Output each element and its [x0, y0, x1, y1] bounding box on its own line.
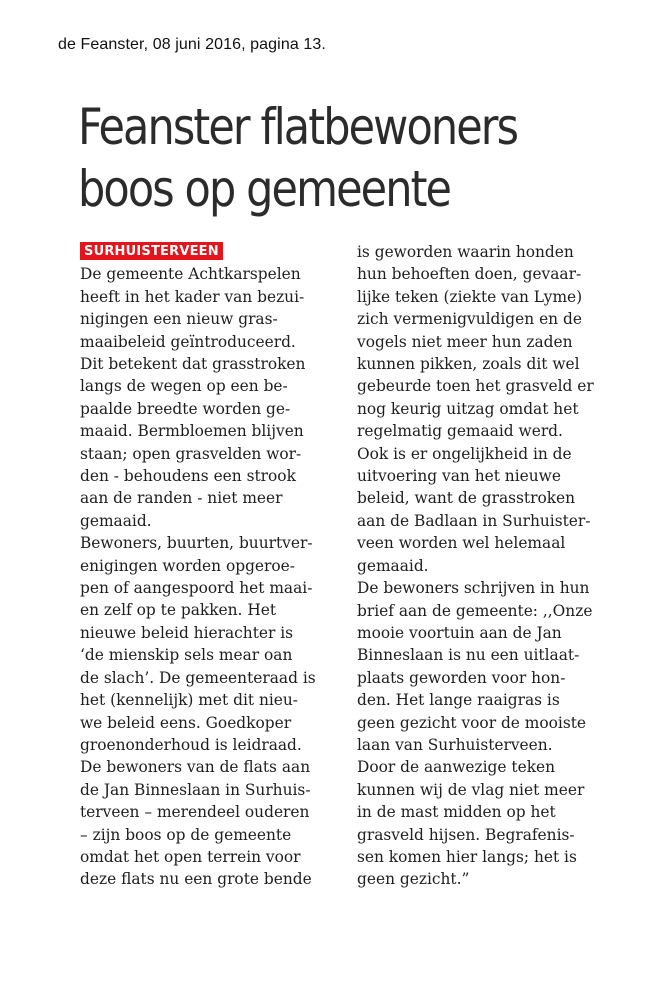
text-line: Binneslaan is nu een uitlaat-: [357, 646, 580, 665]
text-line: omdat het open terrein voor: [80, 847, 301, 866]
text-line: nog keurig uitzag omdat het: [357, 399, 579, 418]
text-line: terveen – merendeel ouderen: [80, 803, 310, 822]
text-line: nigingen een nieuw gras-: [80, 310, 278, 329]
text-line: pen of aangespoord het maai-: [80, 579, 313, 598]
text-line: geen gezicht.”: [357, 870, 470, 889]
text-line: gemaaid.: [80, 511, 152, 530]
text-line: staan; open grasvelden wor-: [80, 444, 302, 463]
text-line: hun behoeften doen, gevaar-: [357, 265, 582, 284]
text-line: maaid. Bermbloemen blijven: [80, 422, 304, 441]
text-line: De bewoners van de flats aan: [80, 758, 311, 777]
text-line: den - behoudens een strook: [80, 467, 296, 486]
text-line: Dit betekent dat grasstroken: [80, 355, 306, 374]
text-line: de Jan Binneslaan in Surhuis-: [80, 780, 311, 799]
text-line: groenonderhoud is leidraad.: [80, 735, 302, 754]
headline: [78, 96, 560, 220]
headline-line: boos op gemeente: [78, 160, 451, 218]
right-column-text: [357, 241, 642, 891]
text-line: Ook is er ongelijkheid in de: [357, 444, 572, 463]
text-line: aan de Badlaan in Surhuister-: [357, 511, 591, 530]
text-line: Bewoners, buurten, buurtver-: [80, 534, 313, 553]
text-line: grasveld hijsen. Begrafenis-: [357, 825, 575, 844]
text-line: vogels niet meer hun zaden: [357, 332, 573, 351]
text-line: gemaaid.: [357, 556, 429, 575]
text-line: zich vermenigvuldigen en de: [357, 310, 582, 329]
text-line: regelmatig gemaaid werd.: [357, 422, 563, 441]
text-line: ‘de mienskip sels mear oan: [80, 646, 293, 665]
text-line: kunnen pikken, zoals dit wel: [357, 355, 580, 374]
text-line: we beleid eens. Goedkoper: [80, 713, 292, 732]
text-line: sen komen hier langs; het is: [357, 847, 577, 866]
text-line: mooie voortuin aan de Jan: [357, 623, 562, 642]
text-line: maaibeleid geïntroduceerd.: [80, 332, 296, 351]
text-line: langs de wegen op een be-: [80, 377, 288, 396]
text-line: het (kennelijk) met dit nieu-: [80, 691, 298, 710]
text-line: den. Het lange raaigras is: [357, 691, 560, 710]
text-line: aan de randen - niet meer: [80, 489, 283, 508]
text-line: veen worden wel helemaal: [357, 534, 566, 553]
text-line: beleid, want de grasstroken: [357, 489, 576, 508]
text-line: kunnen wij de vlag niet meer: [357, 780, 585, 799]
text-line: Door de aanwezige teken: [357, 758, 556, 777]
text-line: laan van Surhuisterveen.: [357, 735, 553, 754]
text-line: nieuwe beleid hierachter is: [80, 623, 294, 642]
location-kicker: SURHUISTERVEEN: [80, 242, 223, 260]
text-line: in de mast midden op het: [357, 803, 556, 822]
text-line: – zijn boos op de gemeente: [80, 825, 292, 844]
headline-line: Feanster flatbewoners: [78, 98, 518, 156]
text-line: is geworden waarin honden: [357, 243, 574, 261]
text-line: heeft in het kader van bezui-: [80, 287, 305, 306]
text-line: paalde breedte worden ge-: [80, 399, 291, 418]
article-column-right: [357, 241, 642, 891]
left-column-text: [80, 263, 350, 890]
article-column-left: [80, 241, 350, 891]
text-line: lijke teken (ziekte van Lyme): [357, 287, 583, 306]
text-line: De gemeente Achtkarspelen: [80, 265, 301, 284]
text-line: enigingen worden opgeroe-: [80, 556, 295, 575]
text-line: brief aan de gemeente: ,,Onze: [357, 601, 593, 620]
text-line: de slach’. De gemeenteraad is: [80, 668, 316, 687]
text-line: De bewoners schrijven in hun: [357, 579, 590, 598]
text-line: geen gezicht voor de mooiste: [357, 713, 587, 732]
text-line: gebeurde toen het grasveld er: [357, 377, 594, 396]
source-citation: de Feanster, 08 juni 2016, pagina 13.: [58, 36, 326, 53]
text-line: uitvoering van het nieuwe: [357, 467, 561, 486]
text-line: deze flats nu een grote bende: [80, 870, 312, 889]
text-line: plaats geworden voor hon-: [357, 668, 566, 687]
text-line: en zelf op te pakken. Het: [80, 601, 277, 620]
